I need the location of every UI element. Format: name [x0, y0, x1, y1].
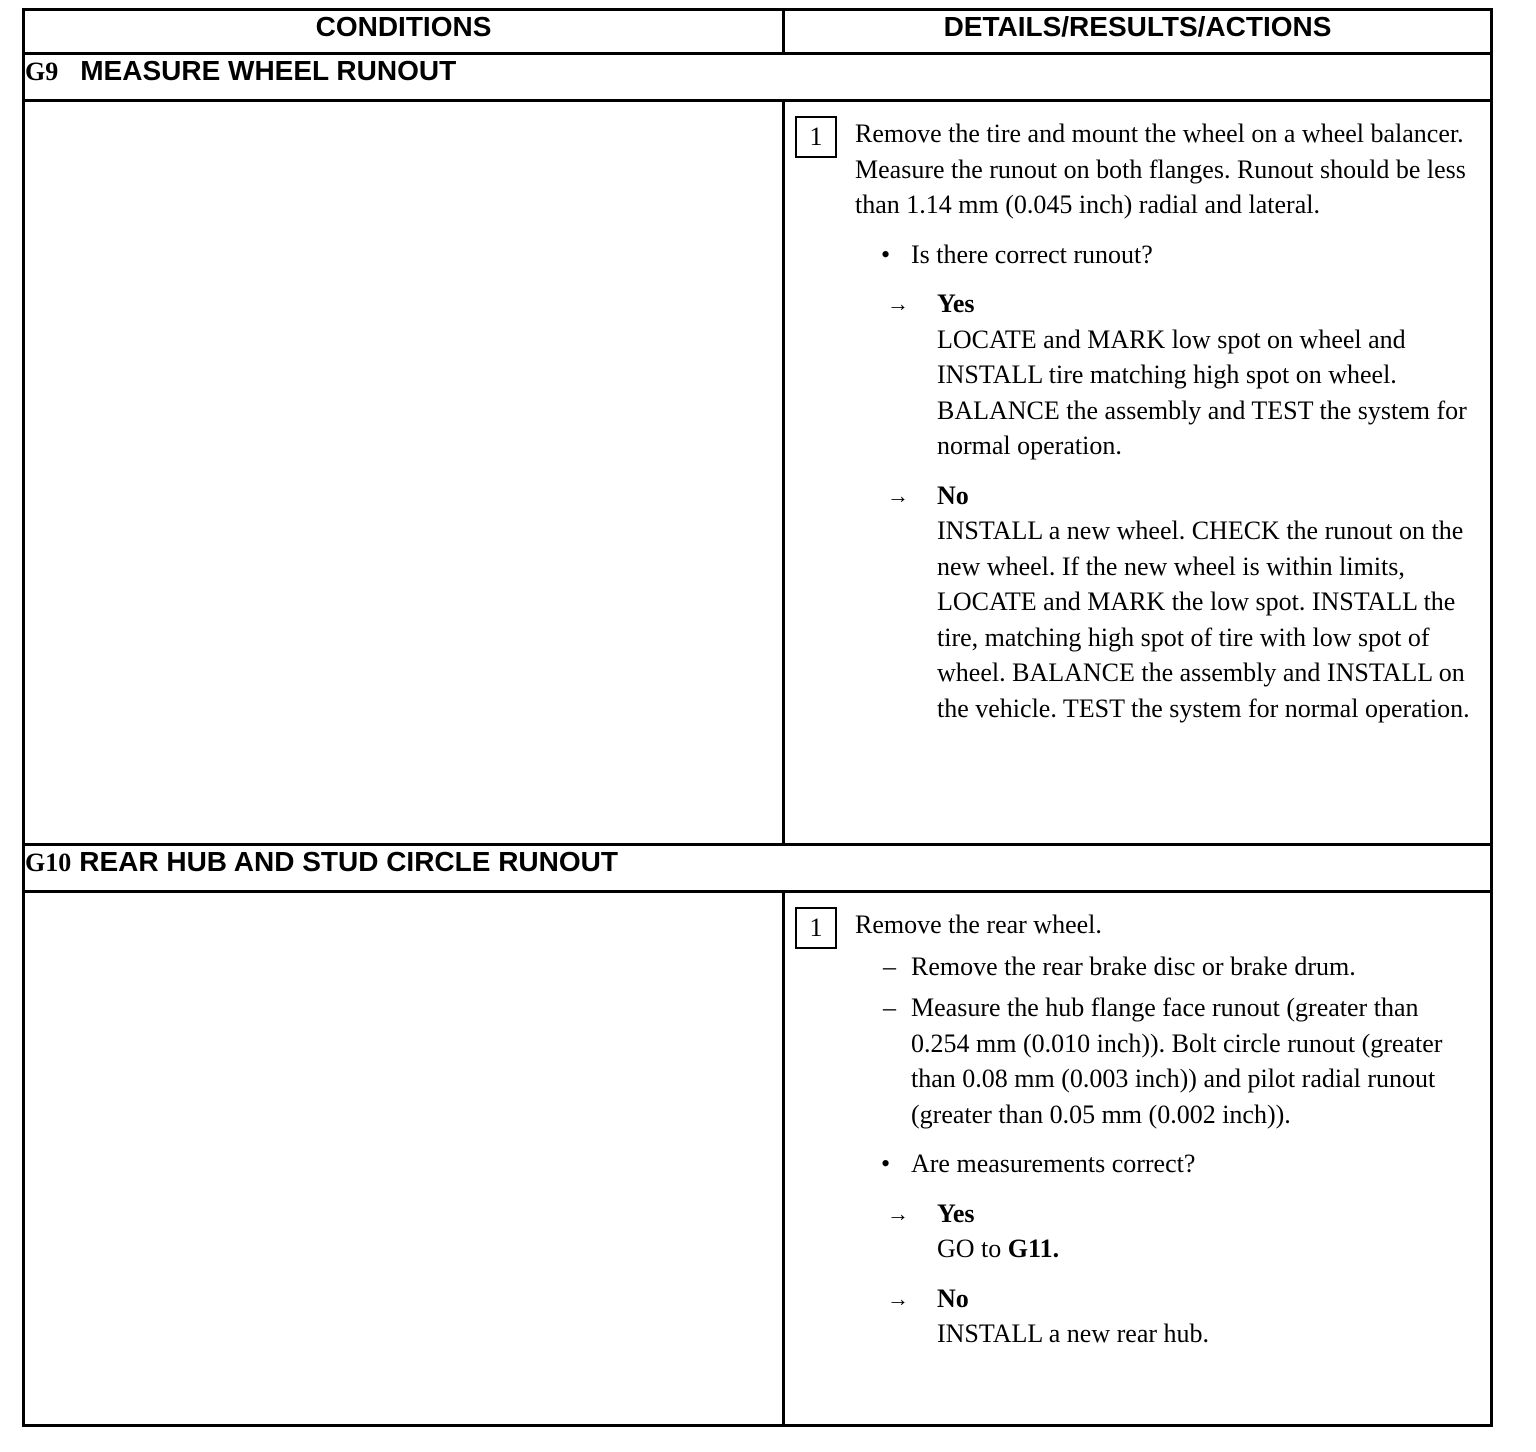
g10-step [785, 893, 1490, 1362]
conditions-header: CONDITIONS [24, 10, 784, 54]
dash-icon: – [883, 993, 896, 1022]
dash-icon: – [883, 951, 896, 981]
g10-no-label: No [937, 1283, 969, 1313]
g10-substep [883, 990, 1476, 1132]
g10-no-text: INSTALL a new rear hub. [937, 1319, 1210, 1348]
g9-details-cell [784, 101, 1492, 845]
diagnostic-table [22, 8, 1493, 1427]
g10-substep-text: Remove the rear brake disc or brake drum. [911, 951, 1356, 981]
g9-yes-answer [887, 286, 1476, 464]
arrow-right-icon: → [887, 482, 909, 508]
g9-step-number: 1 [795, 116, 837, 158]
g10-yes-prefix: GO to [937, 1234, 1008, 1263]
g10-code: G10 [25, 848, 72, 877]
g9-no-label: No [937, 480, 969, 510]
details-header: DETAILS/RESULTS/ACTIONS [784, 10, 1492, 54]
g9-no-answer [887, 478, 1476, 727]
g9-instruction: Remove the tire and mount the wheel on a wheel balancer. Measure the runout on both flanges. Runout should be less than 1.14 mm (0.045 inch) radial and lateral. [855, 119, 1466, 219]
g9-section-title [24, 54, 1492, 101]
g10-substep [883, 949, 1476, 985]
g10-question [881, 1146, 1476, 1182]
g10-section-row [24, 845, 1492, 892]
g10-instruction: Remove the rear wheel. [855, 910, 1102, 939]
g9-yes-text: LOCATE and MARK low spot on wheel and INSTALL tire matching high spot on wheel. BALANCE the assembly and TEST the system for normal operation. [937, 324, 1467, 460]
g10-section-title [24, 845, 1492, 892]
g10-yes-target-link: G11. [1007, 1234, 1060, 1263]
g10-no-answer [887, 1281, 1476, 1352]
bullet-icon: • [881, 1149, 891, 1178]
g9-title: MEASURE WHEEL RUNOUT [80, 55, 457, 86]
g10-yes-label: Yes [937, 1198, 975, 1228]
g9-yes-label: Yes [937, 289, 975, 318]
g10-step-number: 1 [795, 907, 837, 949]
g9-code: G9 [25, 57, 59, 86]
g10-title: REAR HUB AND STUD CIRCLE RUNOUT [79, 846, 618, 877]
header-row [24, 10, 1492, 54]
g10-content-row [24, 892, 1492, 1426]
g10-conditions-cell [24, 892, 784, 1426]
g10-yes-answer [887, 1196, 1476, 1267]
g9-step [785, 102, 1490, 736]
g10-yes-text [937, 1231, 1476, 1267]
g9-section-row [24, 54, 1492, 101]
arrow-right-icon: → [887, 291, 909, 316]
g10-substep-text: Measure the hub flange face runout (greater than 0.254 mm (0.010 inch)). Bolt circle runout (greater than 0.08 mm (0.003 inch)) and pilot radial runout (greater than 0.05 mm (0.002 inch)). [911, 993, 1443, 1129]
g9-question [881, 237, 1476, 273]
g10-question-text: Are measurements correct? [911, 1149, 1196, 1178]
g9-conditions-cell [24, 101, 784, 845]
g9-question-text: Is there correct runout? [911, 239, 1153, 269]
g10-details-cell [784, 892, 1492, 1426]
arrow-right-icon: → [887, 1285, 909, 1311]
arrow-right-icon: → [887, 1200, 909, 1226]
bullet-icon: • [881, 239, 891, 269]
g9-no-text: INSTALL a new wheel. CHECK the runout on the new wheel. If the new wheel is within limits, LOCATE and MARK the low spot. INSTALL the tire, matching high spot of tire with low spot of wheel. BALANCE the assembly and INSTALL on the vehicle. TEST the system for normal operation. [937, 516, 1470, 723]
g9-content-row [24, 101, 1492, 845]
